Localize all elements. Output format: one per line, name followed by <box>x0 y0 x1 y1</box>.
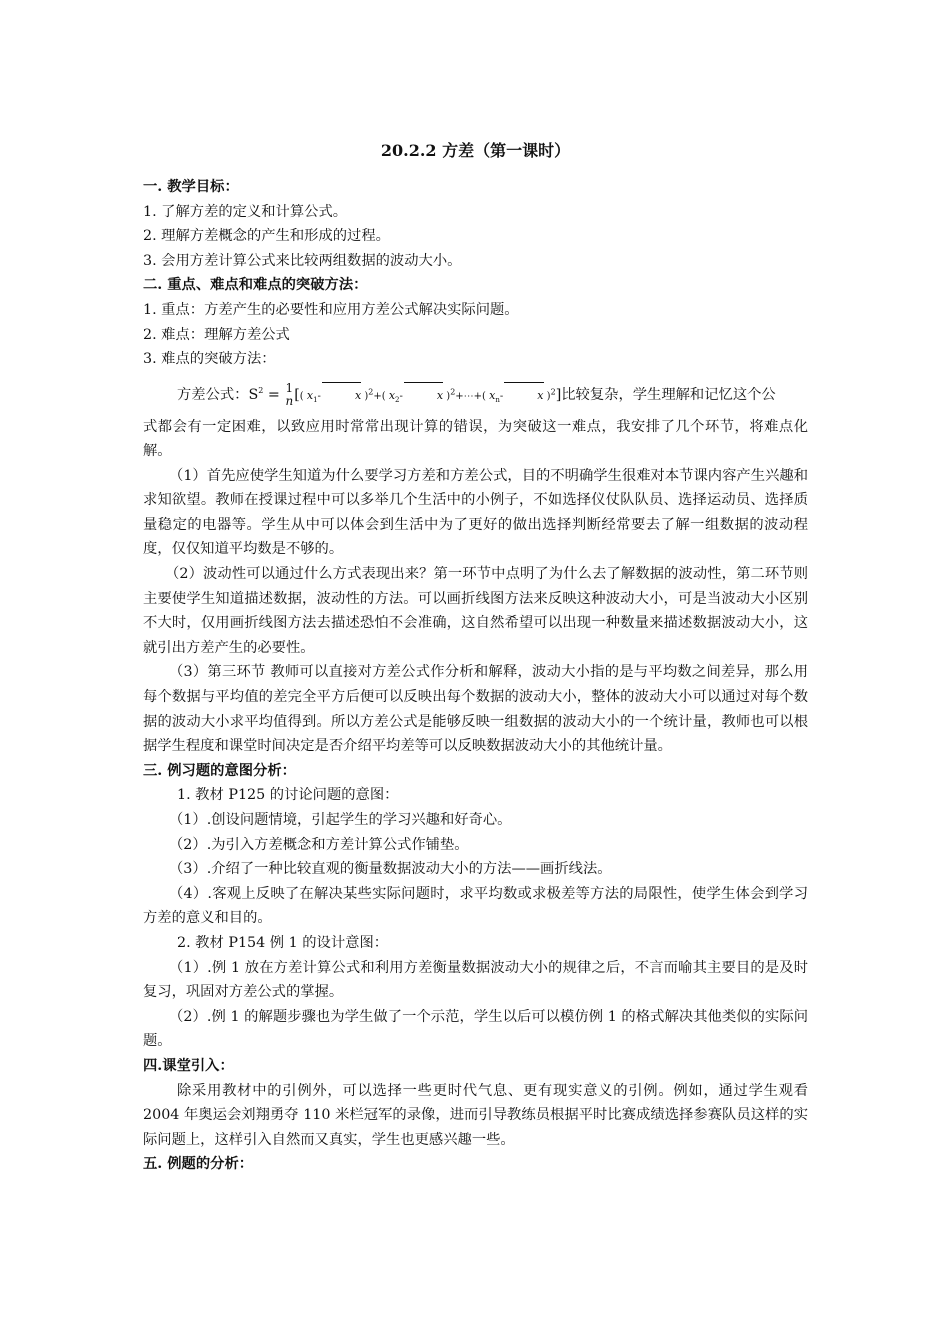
formula-lead: 方差公式：S <box>177 386 259 403</box>
exercise-item: （1）.例 1 放在方差计算公式和利用方差衡量数据波动大小的规律之后，不言而喻其主要目的是及时复习，巩固对方差公式的掌握。 <box>143 959 808 1001</box>
objective-item: 3. 会用方差计算公式来比较两组数据的波动大小。 <box>143 252 462 269</box>
formula-term-1: ( $x_1-$ x )$^2$+( $x_2-$ x )$^2$+⋯+( $x_n-$ x )$^2$ <box>300 391 556 402</box>
fraction-numerator: 1 <box>285 380 294 395</box>
section-heading-introduction: 四.课堂引入： <box>143 1057 234 1074</box>
section-heading-objectives: 一. 教学目标： <box>143 179 239 195</box>
formula-tail-text: 比较复杂，学生理解和记忆这个公 <box>561 386 776 403</box>
exercise-item: （2）.为引入方差概念和方差计算公式作铺垫。 <box>169 836 469 853</box>
method-paragraph: （3）第三环节 教师可以直接对方差公式作分析和解释，波动大小指的是与平均数之间差异，那么用每个数据与平均值的差完全平方后便可以反映出每个数据的波动大小，整体的波动大小可以通过对每个数据的波动大小求平均值得到。所以方差公式是能够反映一组数据的波动大小的一个统计量，教师也可以根据学生程度和课堂时间决定是否介绍平均差等可以反映数据波动大小的其他统计量。 <box>143 664 808 755</box>
section-heading-example-analysis: 五. 例题的分析： <box>143 1156 254 1173</box>
formula-continuation: 式都会有一定困难，以致应用时常常出现计算的错误，为突破这一难点，我安排了几个环节，将难点化解。 <box>143 418 808 460</box>
variance-formula-line <box>143 376 808 415</box>
formula-equals: = <box>263 386 285 403</box>
fraction-denominator: n <box>285 393 294 408</box>
formula-close-bracket: ] <box>555 386 562 403</box>
keypoint-item: 2. 难点：理解方差公式 <box>143 326 290 343</box>
exercise-subheading: 1. 教材 P125 的讨论问题的意图： <box>177 787 399 804</box>
exercise-subheading: 2. 教材 P154 例 1 的设计意图： <box>177 934 389 951</box>
document-body <box>143 175 808 1177</box>
introduction-paragraph: 除采用教材中的引例外，可以选择一些更时代气息、更有现实意义的引例。例如，通过学生观看 2004 年奥运会刘翔勇夺 110 米栏冠军的录像，进而引导教练员根据平时比赛成绩选择参赛队员这样的实际问题上，这样引入自然而又真实，学生也更感兴趣一些。 <box>143 1082 808 1148</box>
keypoint-item: 3. 难点的突破方法： <box>143 351 276 368</box>
objective-item: 1. 了解方差的定义和计算公式。 <box>143 203 348 220</box>
objective-item: 2. 理解方差概念的产生和形成的过程。 <box>143 228 390 245</box>
formula-square: 2 <box>258 385 264 395</box>
method-paragraph: （1）首先应使学生知道为什么要学习方差和方差公式，目的不明确学生很难对本节课内容产生兴趣和求知欲望。教师在授课过程中可以多举几个生活中的小例子，不如选择仪仗队队员、选择运动员、选择质量稳定的电器等。学生从中可以体会到生活中为了更好的做出选择判断经常要去了解一组数据的波动程度，仅仅知道平均数是不够的。 <box>143 467 808 558</box>
exercise-item: （1）.创设问题情境，引起学生的学习兴趣和好奇心。 <box>169 812 512 829</box>
page-title: 20.2.2 方差（第一课时） <box>380 141 571 160</box>
keypoint-item: 1. 重点：方差产生的必要性和应用方差公式解决实际问题。 <box>143 301 519 318</box>
formula-open-bracket: [ <box>294 386 300 403</box>
section-heading-exercise-intent: 三. 例习题的意图分析： <box>143 762 296 779</box>
section-heading-keypoints: 二. 重点、难点和难点的突破方法： <box>143 277 368 294</box>
exercise-item: （4）.客观上反映了在解决某些实际问题时，求平均数或求极差等方法的局限性，使学生体会到学习方差的意义和目的。 <box>143 885 808 927</box>
formula-fraction <box>285 382 293 408</box>
exercise-item: （3）.介绍了一种比较直观的衡量数据波动大小的方法——画折线法。 <box>169 861 612 878</box>
exercise-item: （2）.例 1 的解题步骤也为学生做了一个示范，学生以后可以模仿例 1 的格式解决其他类似的实际问题。 <box>143 1008 808 1050</box>
method-paragraph: （2）波动性可以通过什么方式表现出来？第一环节中点明了为什么去了解数据的波动性，第二环节则主要使学生知道描述数据，波动性的方法。可以画折线图方法来反映这种波动大小，可是当波动大小区别不大时，仅用画折线图方法去描述恐怕不会准确，这自然希望可以出现一种数量来描述数据波动大小，这就引出方差产生的必要性。 <box>143 566 808 656</box>
